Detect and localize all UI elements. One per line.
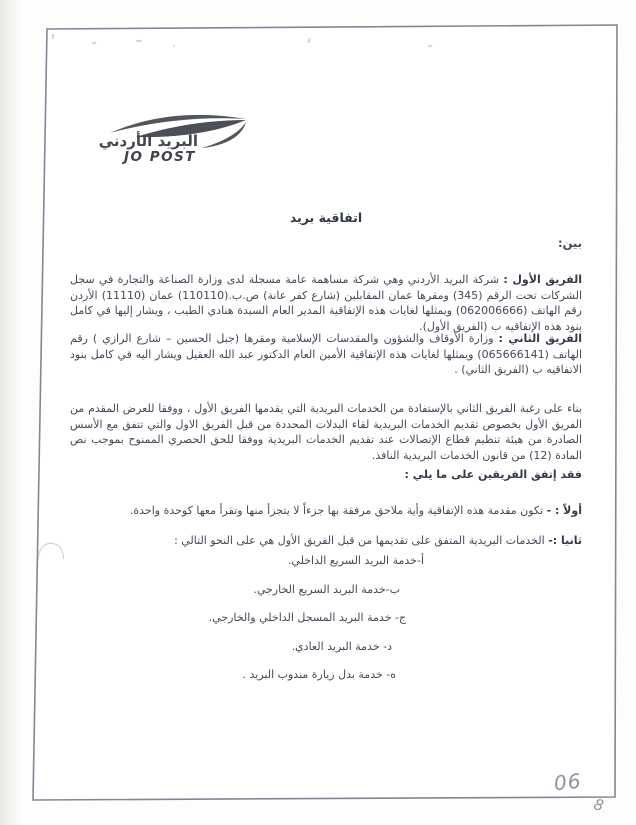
clause-first-text: تكون مقدمة هذه الإتفاقية وأية ملاحق مرفقة بها جزءاً لا يتجزأ منها وتقرأ معها كوحدة واحدة. <box>129 504 544 517</box>
second-party-paragraph <box>70 331 582 378</box>
clause-first <box>70 503 582 519</box>
service-item-b: ب-خدمة البريد السريع الخارجي. <box>253 583 400 596</box>
clause-second <box>70 533 582 549</box>
clause-second-label: ثانيا :- <box>548 534 582 547</box>
handwritten-corner-mark: 06 <box>552 768 583 796</box>
clause-first-label: أولاً : - <box>546 504 582 517</box>
between-label: بين: <box>558 236 582 250</box>
service-item-e: ه- خدمة بدل زيارة مندوب البريد . <box>242 668 396 681</box>
preamble-paragraph: بناء على رغبة الفريق الثاني بالإستفادة من الخدمات البريدية التي يقدمها الفريق الأول ، ووفقا للعرض المقدم من الفريق الأول بخصوص تقديم الخدمات البريدية لقاء البدلات المحددة من قبل الفريق الاول والتي تتفق مع الأسس الصادرة من هيئة تنظيم قطاع الإتصالات عند تقديم الخدمات البريدية ووفقا للحق الحصري الممنوح بموجب نص المادة (12) من قانون الخدمات البريدية النافذ. <box>70 402 582 462</box>
handwritten-page-number: 8 <box>591 795 606 815</box>
first-party-paragraph <box>70 272 582 334</box>
pencil-speck <box>173 45 175 47</box>
service-item-c: ج- خدمة البريد المسجل الداخلي والخارجي. <box>208 611 406 624</box>
service-item-a: أ-خدمة البريد السريع الداخلي. <box>287 554 424 567</box>
logo-arabic-name: البريد الأردني <box>98 132 198 150</box>
second-party-text: وزارة الأوقاف والشؤون والمقدسات الإسلامية ومقرها (جبل الحسين – شارع الرازي ) رقم الهاتف (065666141) ويمثلها لغايات هذه الإتفاقية الأمين العام الدكتور عبد الله العقيل ويشار اليه في كامل بنود الاتفاقيه ب (الفريق الثاني) . <box>70 332 582 376</box>
document-body <box>70 0 582 825</box>
first-party-text: شركة البريد الأردني وهي شركة مساهمة عامة مسجلة لدى وزارة الصناعة والتجارة في سجل الشركات تحت الرقم (345) ومقرها عمان المقابلين (شارع كفر عانة) ص.ب.(110110) عمان (11110) الأردن رقم الهاتف (062006666) ويمثلها لغايات هذه الإتفاقية المدير العام السيدة هنادي الطيب ، ويشار إليها في كامل بنود هذه الإتفاقيه ب (الفريق الأول). <box>70 273 582 333</box>
agreement-heading: فقد إتفق الفريقين على ما يلي : <box>404 468 582 481</box>
first-party-label: الفريق الأول : <box>503 273 583 286</box>
document-title: اتفاقية بريد <box>289 210 363 225</box>
second-party-label: الفريق الثاني : <box>498 332 582 345</box>
logo-latin-name: JO POST <box>124 149 197 165</box>
service-item-d: د- خدمة البريد العادي. <box>291 640 392 653</box>
clause-second-text: الخدمات البريدية المتفق على تقديمها من قبل الفريق الأول هي على النحو التالي : <box>174 534 545 547</box>
